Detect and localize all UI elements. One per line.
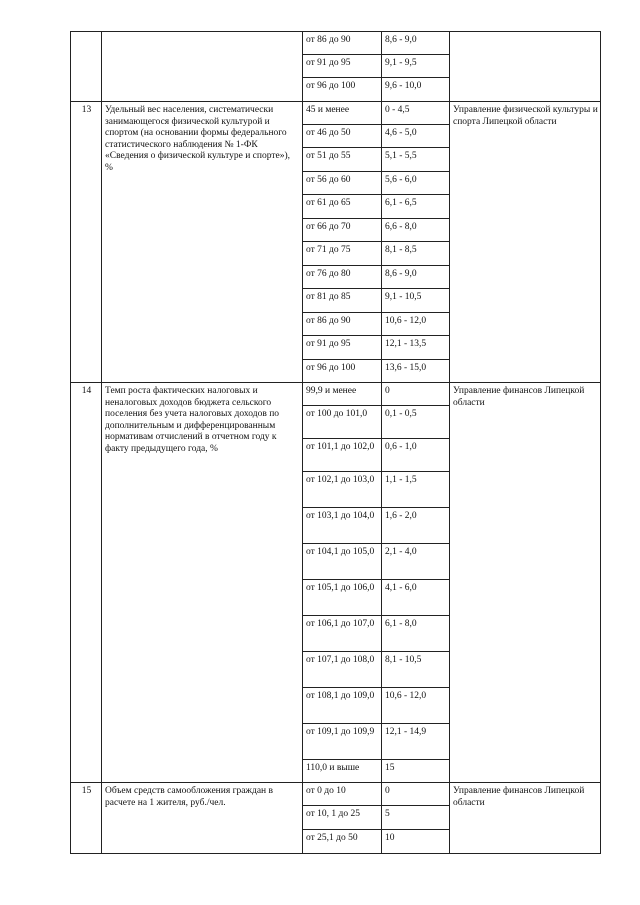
- indicator-name: Удельный вес населения, систематически занимающегося физической культурой и спортом (на основании формы федерального статистического наблюдения № 1-ФК «Сведения о физической культуре и спорте»), %: [102, 102, 303, 383]
- value-range: от 91 до 95: [303, 55, 382, 78]
- score-range: 8,6 - 9,0: [382, 32, 450, 55]
- table-row: [71, 383, 601, 406]
- value-range: от 91 до 95: [303, 336, 382, 360]
- value-range: от 86 до 90: [303, 313, 382, 336]
- responsible-department: Управление финансов Липецкой области: [450, 383, 601, 783]
- score-range: 0,6 - 1,0: [382, 439, 450, 472]
- score-range: 9,6 - 10,0: [382, 78, 450, 102]
- value-range: от 76 до 80: [303, 266, 382, 289]
- table-row: [71, 783, 601, 806]
- value-range: от 0 до 10: [303, 783, 382, 806]
- value-range: от 51 до 55: [303, 148, 382, 172]
- value-range: от 66 до 70: [303, 219, 382, 242]
- value-range: от 105,1 до 106,0: [303, 580, 382, 616]
- score-range: 12,1 - 14,9: [382, 724, 450, 760]
- score-range: 1,1 - 1,5: [382, 472, 450, 508]
- value-range: от 56 до 60: [303, 172, 382, 195]
- value-range: от 108,1 до 109,0: [303, 688, 382, 724]
- indicator-name: Объем средств самообложения граждан в расчете на 1 жителя, руб./чел.: [102, 783, 303, 854]
- score-range: 10,6 - 12,0: [382, 313, 450, 336]
- value-range: от 109,1 до 109,9: [303, 724, 382, 760]
- value-range: от 46 до 50: [303, 125, 382, 148]
- row-number: 14: [71, 383, 102, 783]
- score-range: 1,6 - 2,0: [382, 508, 450, 544]
- value-range: от 10, 1 до 25: [303, 806, 382, 830]
- score-range: 0 - 4,5: [382, 102, 450, 125]
- table-row: [71, 102, 601, 125]
- score-range: 8,6 - 9,0: [382, 266, 450, 289]
- value-range: от 100 до 101,0: [303, 406, 382, 439]
- responsible-department: Управление физической культуры и спорта Липецкой области: [450, 102, 601, 383]
- score-range: 15: [382, 760, 450, 783]
- score-range: 13,6 - 15,0: [382, 360, 450, 383]
- value-range: от 25,1 до 50: [303, 830, 382, 854]
- score-range: 9,1 - 10,5: [382, 289, 450, 313]
- score-range: 8,1 - 8,5: [382, 242, 450, 266]
- value-range: от 101,1 до 102,0: [303, 439, 382, 472]
- indicator-name: [102, 32, 303, 102]
- score-range: 4,1 - 6,0: [382, 580, 450, 616]
- row-number: 15: [71, 783, 102, 854]
- value-range: от 103,1 до 104,0: [303, 508, 382, 544]
- value-range: 110,0 и выше: [303, 760, 382, 783]
- score-range: 4,6 - 5,0: [382, 125, 450, 148]
- value-range: от 61 до 65: [303, 195, 382, 219]
- value-range: от 86 до 90: [303, 32, 382, 55]
- score-range: 6,1 - 8,0: [382, 616, 450, 652]
- value-range: от 107,1 до 108,0: [303, 652, 382, 688]
- value-range: от 102,1 до 103,0: [303, 472, 382, 508]
- row-number: 13: [71, 102, 102, 383]
- value-range: от 81 до 85: [303, 289, 382, 313]
- value-range: от 104,1 до 105,0: [303, 544, 382, 580]
- value-range: от 96 до 100: [303, 78, 382, 102]
- score-range: 2,1 - 4,0: [382, 544, 450, 580]
- score-range: 5,1 - 5,5: [382, 148, 450, 172]
- score-range: 6,6 - 8,0: [382, 219, 450, 242]
- value-range: от 96 до 100: [303, 360, 382, 383]
- score-range: 10,6 - 12,0: [382, 688, 450, 724]
- score-range: 5: [382, 806, 450, 830]
- score-range: 9,1 - 9,5: [382, 55, 450, 78]
- responsible-department: Управление финансов Липецкой области: [450, 783, 601, 854]
- value-range: 99,9 и менее: [303, 383, 382, 406]
- table-row: [71, 32, 601, 55]
- responsible-department: [450, 32, 601, 102]
- score-range: 6,1 - 6,5: [382, 195, 450, 219]
- score-range: 0: [382, 383, 450, 406]
- value-range: от 71 до 75: [303, 242, 382, 266]
- value-range: от 106,1 до 107,0: [303, 616, 382, 652]
- score-range: 12,1 - 13,5: [382, 336, 450, 360]
- row-number: [71, 32, 102, 102]
- score-range: 0: [382, 783, 450, 806]
- score-range: 0,1 - 0,5: [382, 406, 450, 439]
- value-range: 45 и менее: [303, 102, 382, 125]
- score-range: 5,6 - 6,0: [382, 172, 450, 195]
- indicator-table: [70, 31, 601, 854]
- score-range: 10: [382, 830, 450, 854]
- indicator-name: Темп роста фактических налоговых и неналоговых доходов бюджета сельского поселения без учета налоговых доходов по дополнительным и дифференцированным нормативам отчислений в отчетном году к факту предыдущего года, %: [102, 383, 303, 783]
- score-range: 8,1 - 10,5: [382, 652, 450, 688]
